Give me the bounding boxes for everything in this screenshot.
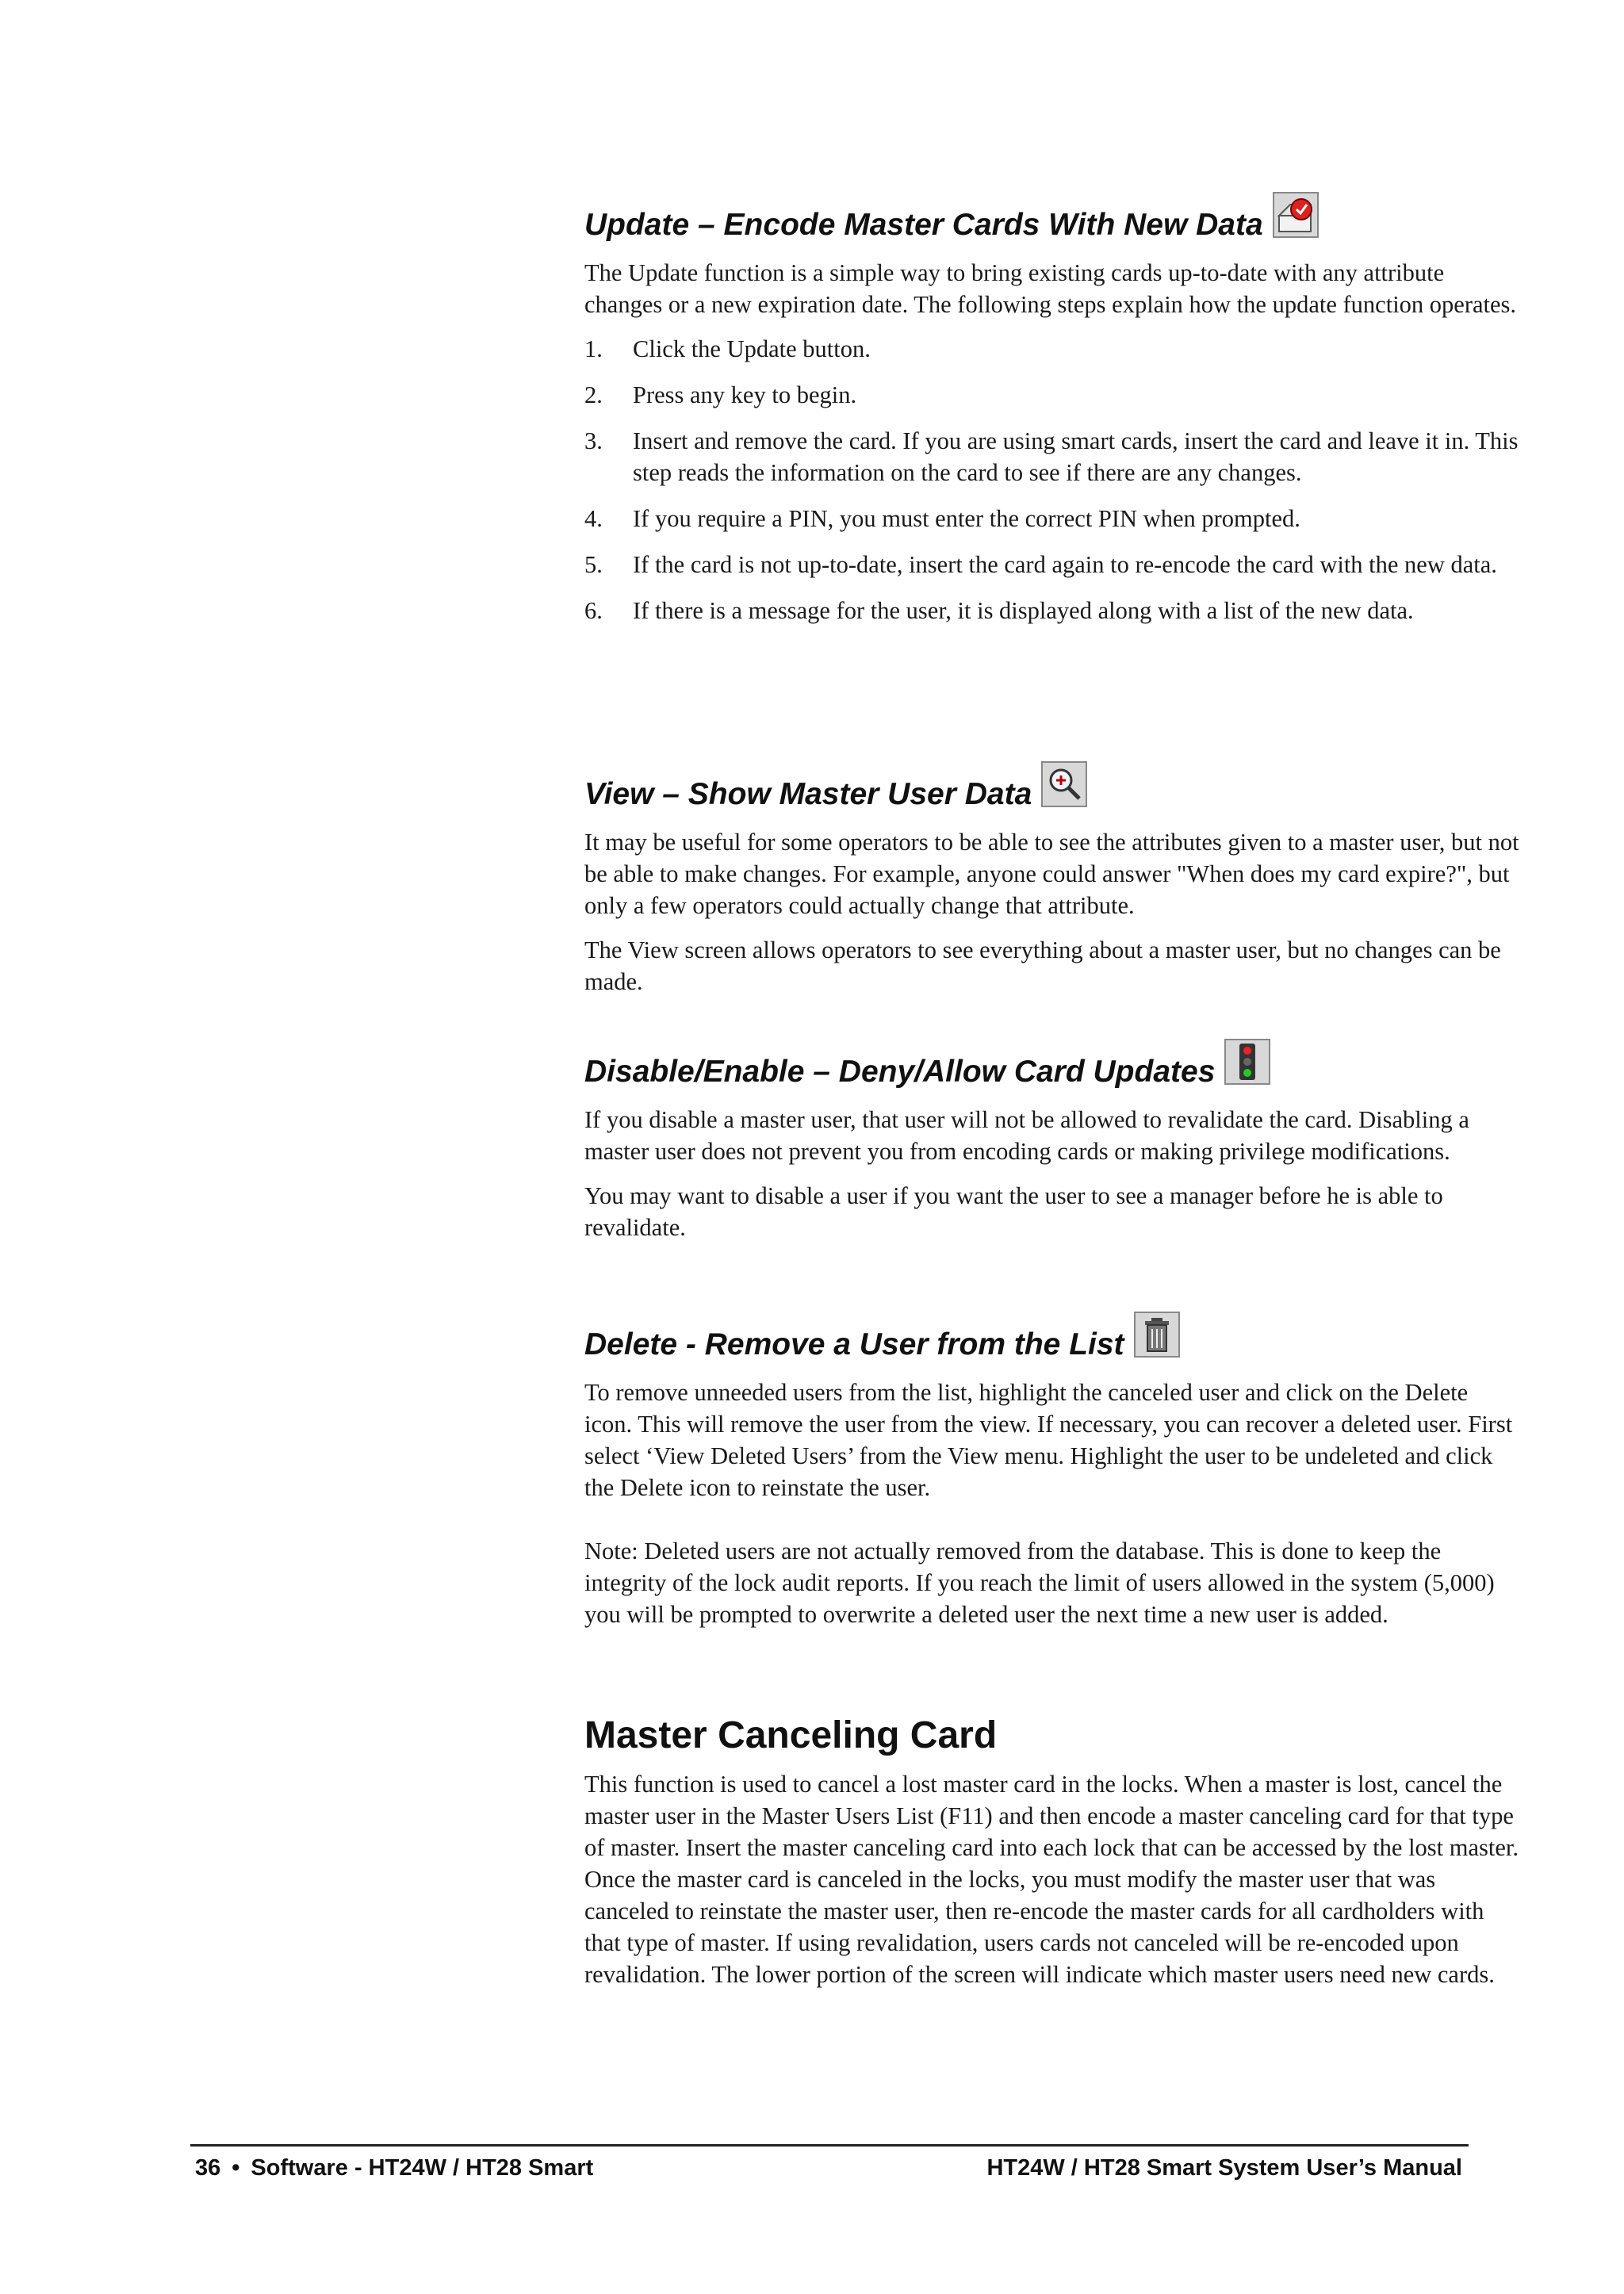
delete-heading-text: Delete - Remove a User from the List <box>584 1327 1124 1361</box>
canceling-paragraph: This function is used to cancel a lost master card in the locks. When a master is lost, cancel the master user in the Master Users List (F11) and then encode a master canceling card for that type of master. Insert the master canceling card into each lock that can be accessed by the lost master. Once the master card is canceled in the locks, you must modify the master user that was canceled to reinstate the master user, then re-encode the master cards for all cardholders with that type of master. If using revalidation, users cards not canceled will be re-encoded upon revalidation. The lower portion of the screen will indicate which master users need new cards. <box>584 1771 1519 1988</box>
traffic-light-icon <box>1224 1039 1270 1085</box>
view-heading <box>584 768 1520 814</box>
list-item: 5. If the card is not up-to-date, insert the card again to re-encode the card with the new data. <box>584 551 1497 578</box>
view-paragraph-1: It may be useful for some operators to be able to see the attributes given to a master user, but not be able to make changes. For example, anyone could answer "When does my card expire?", but only a few operators could actually change that attribute. <box>584 829 1519 919</box>
list-item: 4. If you require a PIN, you must enter the correct PIN when prompted. <box>584 505 1300 532</box>
list-item: 3. Insert and remove the card. If you are using smart cards, insert the card and leave it in. This step reads the information on the card to see if there are any changes. <box>584 427 1519 486</box>
disable-heading <box>584 1045 1520 1091</box>
update-card-icon <box>1273 192 1319 238</box>
footer-separator: • <box>232 2155 240 2181</box>
canceling-heading: Master Canceling Card <box>584 1714 998 1756</box>
footer-section-title: Software - HT24W / HT28 Smart <box>251 2155 594 2181</box>
page-number: 36 <box>195 2155 221 2181</box>
delete-section <box>584 1318 1520 1630</box>
footer-manual-title: HT24W / HT28 Smart System User’s Manual <box>986 2155 1462 2181</box>
footer-left <box>195 2150 593 2185</box>
update-heading-text: Update – Encode Master Cards With New Data <box>584 208 1263 242</box>
disable-paragraph-1: If you disable a master user, that user will not be allowed to revalidate the card. Disabling a master user does not prevent you from encoding cards or making privilege modifications. <box>584 1106 1469 1165</box>
delete-paragraph-1: To remove unneeded users from the list, highlight the canceled user and click on the Delete icon. This will remove the user from the view. If necessary, you can recover a deleted user. First select ‘View Deleted Users’ from the View menu. Highlight the user to be undeleted and click the Delete icon to reinstate the user. <box>584 1379 1513 1501</box>
list-item: 2. Press any key to begin. <box>584 381 857 408</box>
update-section <box>584 198 1520 641</box>
update-steps-list <box>584 333 1520 626</box>
delete-heading <box>584 1318 1520 1364</box>
canceling-section <box>584 1713 1520 1990</box>
view-paragraph-2: The View screen allows operators to see everything about a master user, but no changes can be made. <box>584 936 1501 995</box>
list-item: 1. Click the Update button. <box>584 335 871 362</box>
disable-paragraph-2: You may want to disable a user if you want the user to see a manager before he is able to revalidate. <box>584 1182 1443 1241</box>
footer-divider <box>190 2144 1469 2147</box>
disable-section <box>584 1045 1520 1243</box>
list-item: 6. If there is a message for the user, it is displayed along with a list of the new data. <box>584 597 1414 624</box>
trash-can-icon <box>1134 1312 1180 1358</box>
view-section <box>584 768 1520 998</box>
delete-note: Note: Deleted users are not actually removed from the database. This is done to keep the integrity of the lock audit reports. If you reach the limit of users allowed in the system (5,000) you will be prompted to overwrite a deleted user the next time a new user is added. <box>584 1538 1495 1628</box>
disable-heading-text: Disable/Enable – Deny/Allow Card Updates <box>584 1055 1216 1089</box>
update-heading <box>584 198 1520 244</box>
update-intro: The Update function is a simple way to bring existing cards up-to-date with any attribute changes or a new expiration date. The following steps explain how the update function operates. <box>584 259 1517 318</box>
magnifier-icon <box>1041 761 1087 807</box>
view-heading-text: View – Show Master User Data <box>584 777 1032 811</box>
